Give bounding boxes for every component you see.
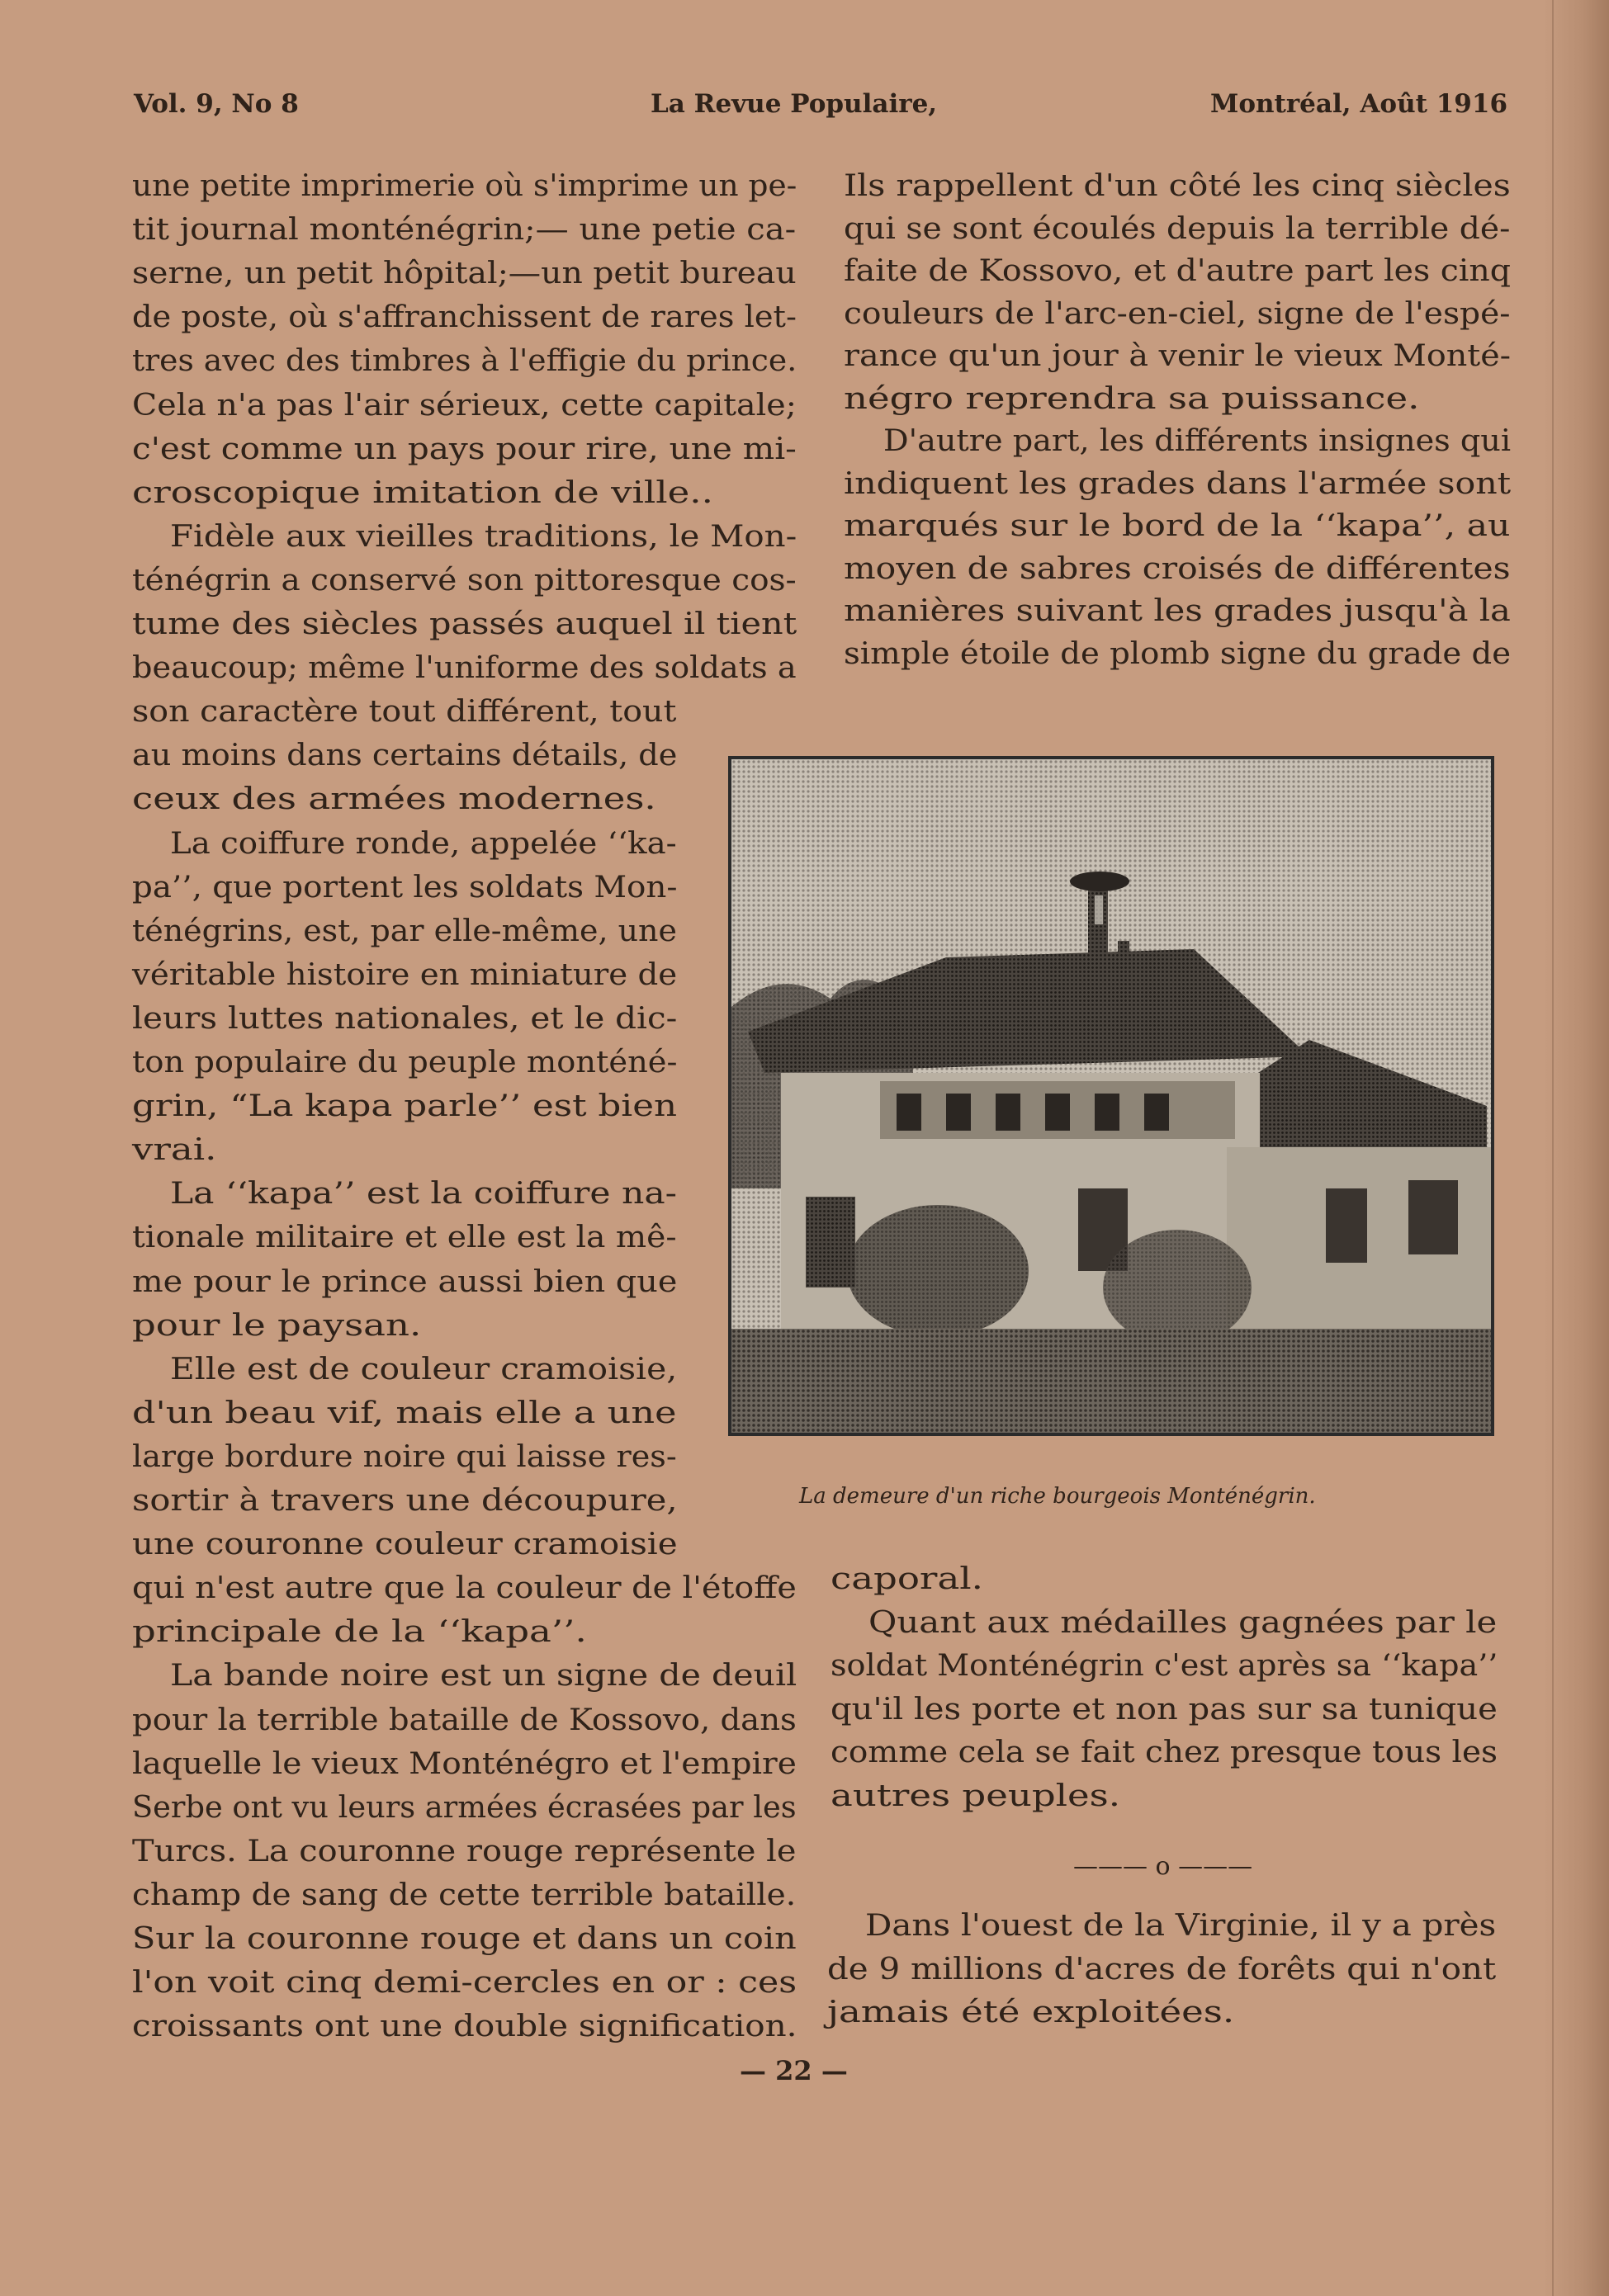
text-line: qui se sont écoulés depuis la terrible dé- <box>844 211 1511 246</box>
issue-date: Montréal, Août 1916 <box>1210 89 1508 119</box>
text-line: indiquent les grades dans l'armée sont <box>844 466 1512 501</box>
volume-number: Vol. 9, No 8 <box>134 89 299 119</box>
text-line: rance qu'un jour à venir le vieux Monté- <box>844 339 1512 373</box>
text-line: Ils rappellent d'un côté les cinq siècles <box>844 169 1511 203</box>
page-number: — 22 — <box>740 2055 848 2086</box>
text-line: Elle est de couleur cramoisie, <box>170 1352 678 1387</box>
text-line: l'on voit cinq demi-cercles en or : ces <box>132 1966 797 2001</box>
text-line: tionale militaire et elle est la mê- <box>132 1221 677 1255</box>
text-line: ton populaire du peuple monténé- <box>132 1046 678 1079</box>
text-line: Turcs. La couronne rouge représente le <box>132 1834 797 1868</box>
text-line: ténégrin a conservé son pittoresque cos- <box>132 563 797 598</box>
section-separator: ——— o ——— <box>1073 1852 1253 1881</box>
text-line: champ de sang de cette terrible bataille. <box>132 1878 797 1912</box>
text-line: moyen de sabres croisés de différentes <box>844 551 1511 586</box>
text-line: Dans l'ouest de la Virginie, il y a près <box>865 1909 1497 1943</box>
text-line: c'est comme un pays pour rire, une mi- <box>132 432 797 466</box>
text-line: d'un beau vif, mais elle a une <box>132 1396 677 1430</box>
text-line: caporal. <box>831 1562 983 1596</box>
text-line: ténégrins, est, par elle-même, une <box>132 914 677 948</box>
text-line: tit journal monténégrin;— une petie ca- <box>132 213 797 248</box>
text-line: Serbe ont vu leurs armées écrasées par les <box>132 1790 797 1825</box>
text-line: La ‘‘kapa’’ est la coiffure na- <box>170 1177 678 1212</box>
text-line: comme cela se fait chez presque tous les <box>831 1736 1498 1769</box>
photo-caption: La demeure d'un riche bourgeois Monténégrin. <box>799 1484 1316 1509</box>
text-line: négro reprendra sa puissance. <box>844 381 1420 416</box>
text-line: ceux des armées modernes. <box>132 782 656 817</box>
text-line: manières suivant les grades jusqu'à la <box>844 594 1511 628</box>
text-line: au moins dans certains détails, de <box>132 739 678 773</box>
text-line: croissants ont une double signification. <box>132 2010 797 2044</box>
text-line: leurs luttes nationales, et le dic- <box>132 1001 678 1036</box>
text-line: Cela n'a pas l'air sérieux, cette capitale; <box>132 388 797 423</box>
text-line: jamais été exploitées. <box>827 1996 1235 2029</box>
text-line: pa’’, que portent les soldats Mon- <box>132 870 678 905</box>
text-line: de poste, où s'affranchissent de rares let- <box>132 300 797 335</box>
text-line: laquelle le vieux Monténégro et l'empire <box>132 1746 797 1781</box>
text-line: faite de Kossovo, et d'autre part les cinq <box>844 254 1512 288</box>
text-line: Quant aux médailles gagnées par le <box>868 1605 1498 1640</box>
text-line: serne, un petit hôpital;—un petit bureau <box>132 257 797 291</box>
text-line: véritable histoire en miniature de <box>132 957 678 992</box>
text-line: pour la terrible bataille de Kossovo, dans <box>132 1703 797 1737</box>
text-line: de 9 millions d'acres de forêts qui n'ont <box>827 1952 1497 1987</box>
text-line: autres peuples. <box>831 1779 1121 1813</box>
text-line: La coiffure ronde, appelée ‘‘ka- <box>170 826 677 861</box>
text-line: large bordure noire qui laisse res- <box>132 1439 677 1474</box>
text-line: son caractère tout différent, tout <box>132 695 677 730</box>
text-line: D'autre part, les différents insignes qui <box>883 424 1512 458</box>
text-line: soldat Monténégrin c'est après sa ‘‘kapa’’ <box>831 1649 1498 1683</box>
text-line: tume des siècles passés auquel il tient <box>132 607 797 641</box>
text-line: principale de la ‘‘kapa’’. <box>132 1615 587 1650</box>
house-illustration <box>731 759 1491 1433</box>
text-line: croscopique imitation de ville.. <box>132 475 713 510</box>
text-line: La bande noire est un signe de deuil <box>170 1659 797 1694</box>
text-line: une petite imprimerie où s'imprime un pe- <box>132 169 797 203</box>
text-line: couleurs de l'arc-en-ciel, signe de l'espé- <box>844 296 1511 331</box>
text-line: Sur la couronne rouge et dans un coin <box>132 1922 797 1956</box>
text-line: sortir à travers une découpure, <box>132 1484 678 1518</box>
text-line: Fidèle aux vieilles traditions, le Mon- <box>170 519 797 554</box>
text-line: pour le paysan. <box>132 1308 422 1343</box>
fold-line <box>1552 0 1554 2296</box>
text-line: tres avec des timbres à l'effigie du prince. <box>132 344 797 379</box>
text-line: qui n'est autre que la couleur de l'étoffe <box>132 1571 797 1606</box>
text-line: simple étoile de plomb signe du grade de <box>844 636 1512 671</box>
text-line: grin, “La kapa parle’’ est bien <box>132 1089 677 1124</box>
text-line: beaucoup; même l'uniforme des soldats a <box>132 651 797 686</box>
publication-title: La Revue Populaire, <box>651 89 938 119</box>
house-photo <box>728 756 1494 1436</box>
text-line: une couronne couleur cramoisie <box>132 1528 678 1562</box>
text-line: me pour le prince aussi bien que <box>132 1264 678 1299</box>
text-line: marqués sur le bord de la ‘‘kapa’’, au <box>844 509 1511 543</box>
text-line: qu'il les porte et non pas sur sa tunique <box>831 1692 1498 1727</box>
text-line: vrai. <box>132 1133 217 1168</box>
